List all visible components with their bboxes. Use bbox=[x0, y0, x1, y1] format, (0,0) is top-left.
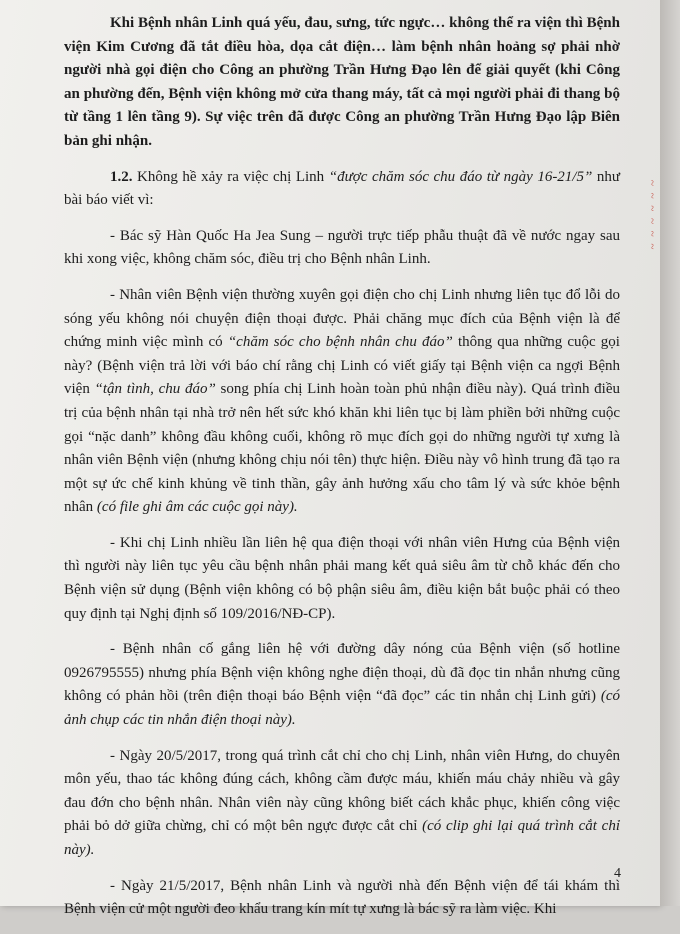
paragraph-text: - Ngày 20/5/2017, trong quá trình cắt chỉ cho chị Linh, nhân viên Hưng, do chuyên môn yếu, thao tác không đúng cách, không cầm được máu, khiến máu chảy nhiều và gây đau đớn cho bệnh nhân. Nhân viên này cũng không biết cách khắc phục, khiến công việc phải bỏ dở giữa chừng, chỉ có một bên ngực được cắt chỉ bbox=[64, 747, 620, 835]
paragraph-p4 bbox=[64, 284, 620, 520]
paragraph-text: (có file ghi âm các cuộc gọi này). bbox=[96, 499, 298, 516]
page-edge bbox=[660, 0, 680, 906]
paragraph-p2 bbox=[64, 166, 620, 213]
paragraph-text: thông qua những cuộc gọi này? (Bệnh viện trả lời với báo chí rằng chị Linh có viết giấy tại Bệnh viện ca ngợi Bệnh viện bbox=[64, 334, 620, 398]
paragraph-text: “chăm sóc cho bệnh nhân chu đáo” bbox=[227, 334, 453, 351]
margin-handwriting: ~ ~ ~ ~ ~ ~ bbox=[646, 180, 658, 252]
document-body bbox=[64, 12, 620, 934]
paragraph-p5 bbox=[64, 532, 620, 626]
paragraph-text: 1.2. bbox=[110, 168, 133, 185]
paragraph-text: (có ảnh chụp các tin nhắn điện thoại này). bbox=[64, 688, 620, 729]
paragraph-text: - Nhân viên Bệnh viện thường xuyên gọi điện cho chị Linh nhưng liên tục đổ lỗi do sóng yếu không nói chuyện điện thoại được. Phải chăng mục đích của Bệnh viện là để chứng minh việc mình có bbox=[64, 286, 620, 351]
page-number: 4 bbox=[614, 866, 621, 881]
paragraph-text: - Bác sỹ Hàn Quốc Ha Jea Sung – người trực tiếp phẫu thuật đã về nước ngay sau khi xong việc, không chăm sóc, điều trị cho Bệnh nhân Linh. bbox=[64, 227, 620, 268]
paragraph-p6 bbox=[64, 638, 620, 732]
paragraph-text: Không hề xảy ra việc chị Linh bbox=[132, 168, 329, 185]
paragraph-p8 bbox=[64, 875, 620, 922]
paragraph-p3 bbox=[64, 225, 620, 272]
paragraph-text: như bài báo viết vì: bbox=[64, 168, 620, 209]
paragraph-text: - Khi chị Linh nhiều lần liên hệ qua điện thoại với nhân viên Hưng của Bệnh viện thì người này liên tục yêu cầu bệnh nhân phải mang kết quả siêu âm từ chỗ khác đến cho Bệnh viện sử dụng (Bệnh viện không có bộ phận siêu âm, điều kiện bắt buộc phải có theo quy định tại Nghị định số 109/2016/NĐ-CP). bbox=[64, 534, 620, 622]
paragraph-text: “được chăm sóc chu đáo từ ngày 16-21/5” bbox=[328, 168, 593, 185]
paragraph-text: - Ngày 21/5/2017, Bệnh nhân Linh và người nhà đến Bệnh viện để tái khám thì Bệnh viện cử một người đeo khẩu trang kín mít tự xưng là bác sỹ ra làm việc. Khi bbox=[64, 877, 620, 918]
paragraph-text: song phía chị Linh hoàn toàn phủ nhận điều này). Quá trình điều trị của bệnh nhân tại nhà trở nên hết sức khó khăn khi liên tục bị làm phiền bởi những cuộc gọi “nặc danh” không đầu không cuối, không rõ mục đích gọi do những người tự xưng là nhân viên Bệnh viện (nhưng không chịu nói tên) thực hiện. Điều này vô hình trung đã tạo ra một sự ức chế kinh khủng về tinh thần, gây ảnh hưởng xấu cho tâm lý và sức khỏe bệnh nhân bbox=[64, 381, 620, 516]
paragraph-text: - Bệnh nhân cố gắng liên hệ với đường dây nóng của Bệnh viện (số hotline 0926795555) nhưng phía Bệnh viện không nghe điện thoại, dù đã đọc tin nhắn nhưng cũng không có phản hồi (trên điện thoại báo Bệnh viện “đã đọc” các tin nhắn chị Linh gửi) bbox=[64, 641, 620, 705]
paragraph-p1 bbox=[64, 12, 620, 154]
paragraph-text: (có clip ghi lại quá trình cắt chỉ này). bbox=[64, 818, 620, 858]
paragraph-text: Khi Bệnh nhân Linh quá yếu, đau, sưng, tức ngực… không thể ra viện thì Bệnh viện Kim Cương đã tắt điều hòa, dọa cắt điện… làm bệnh nhân hoảng sợ phải nhờ người nhà gọi điện cho Công an phường Trần Hưng Đạo lên để giải quyết (khi Công an phường đến, Bệnh viện không mở cửa thang máy, tất cả mọi người phải đi thang bộ từ tầng 1 lên tầng 9). Sự việc trên đã được Công an phường Trần Hưng Đạo lập Biên bản ghi nhận. bbox=[64, 15, 620, 149]
paragraph-text: “tận tình, chu đáo” bbox=[94, 381, 216, 398]
paragraph-p7 bbox=[64, 745, 620, 863]
